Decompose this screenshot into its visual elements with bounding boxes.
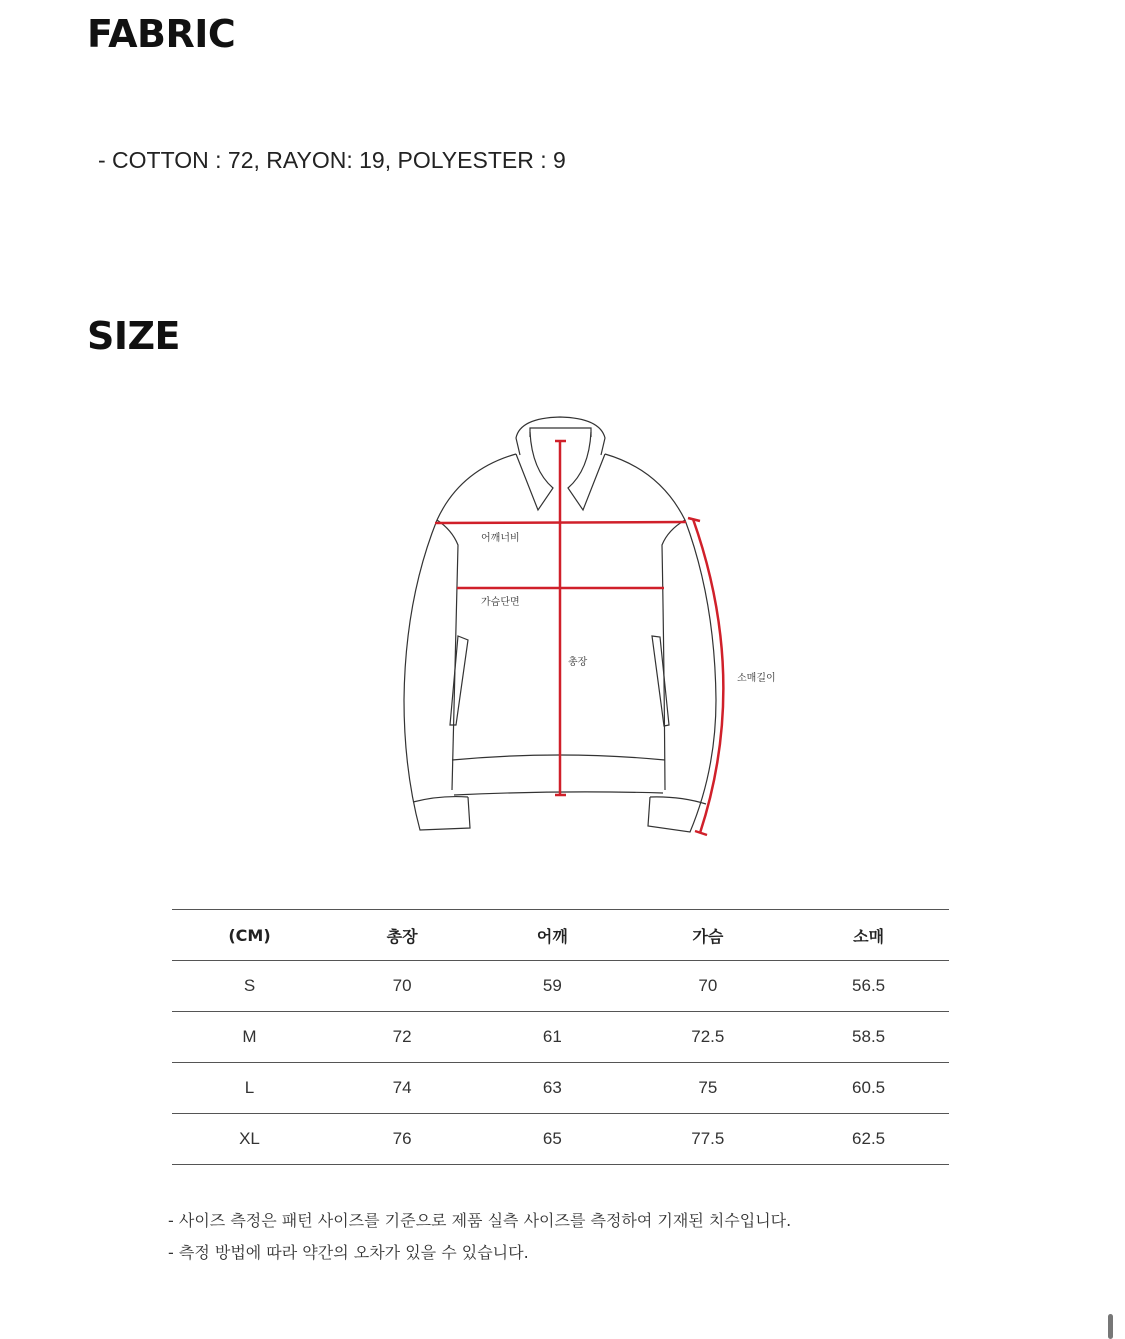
size-value: 72 (327, 1012, 477, 1063)
table-header-row (172, 910, 949, 961)
fabric-composition: - COTTON : 72, RAYON: 19, POLYESTER : 9 (98, 147, 566, 173)
label-sleeve: 소매길이 (737, 673, 776, 684)
shoulder-line (435, 522, 686, 523)
scrollbar[interactable] (1108, 1314, 1113, 1339)
size-value: 62.5 (788, 1114, 949, 1165)
size-value: 76 (327, 1114, 477, 1165)
size-value: 70 (327, 961, 477, 1012)
size-label: M (172, 1012, 327, 1063)
fabric-heading: FABRIC (87, 12, 236, 56)
table-row (172, 1063, 949, 1114)
table-row (172, 961, 949, 1012)
sleeve-line (693, 519, 723, 833)
size-value: 70 (627, 961, 788, 1012)
size-notes (168, 1205, 791, 1269)
label-chest: 가슴단면 (481, 597, 520, 608)
size-value: 77.5 (627, 1114, 788, 1165)
size-value: 74 (327, 1063, 477, 1114)
size-label: S (172, 961, 327, 1012)
label-shoulder: 어깨너비 (481, 533, 520, 544)
header-sleeve: 소매 (788, 910, 949, 961)
size-value: 58.5 (788, 1012, 949, 1063)
size-value: 61 (477, 1012, 627, 1063)
measure-lines (435, 441, 723, 835)
table-row (172, 1114, 949, 1165)
size-label: L (172, 1063, 327, 1114)
size-value: 60.5 (788, 1063, 949, 1114)
size-value: 72.5 (627, 1012, 788, 1063)
size-value: 59 (477, 961, 627, 1012)
label-length: 총장 (568, 657, 588, 668)
size-label: XL (172, 1114, 327, 1165)
size-value: 63 (477, 1063, 627, 1114)
size-value: 65 (477, 1114, 627, 1165)
header-length: 총장 (327, 910, 477, 961)
note-2: - 측정 방법에 따라 약간의 오차가 있을 수 있습니다. (168, 1243, 529, 1262)
size-value: 75 (627, 1063, 788, 1114)
note-1: - 사이즈 측정은 패턴 사이즈를 기준으로 제품 실측 사이즈를 측정하여 기재된 치수입니다. (168, 1211, 792, 1230)
header-unit: (CM) (172, 910, 327, 961)
table-row (172, 1012, 949, 1063)
size-heading: SIZE (87, 314, 181, 358)
size-value: 56.5 (788, 961, 949, 1012)
size-table (172, 909, 949, 1165)
header-shoulder: 어깨 (477, 910, 627, 961)
header-chest: 가슴 (627, 910, 788, 961)
